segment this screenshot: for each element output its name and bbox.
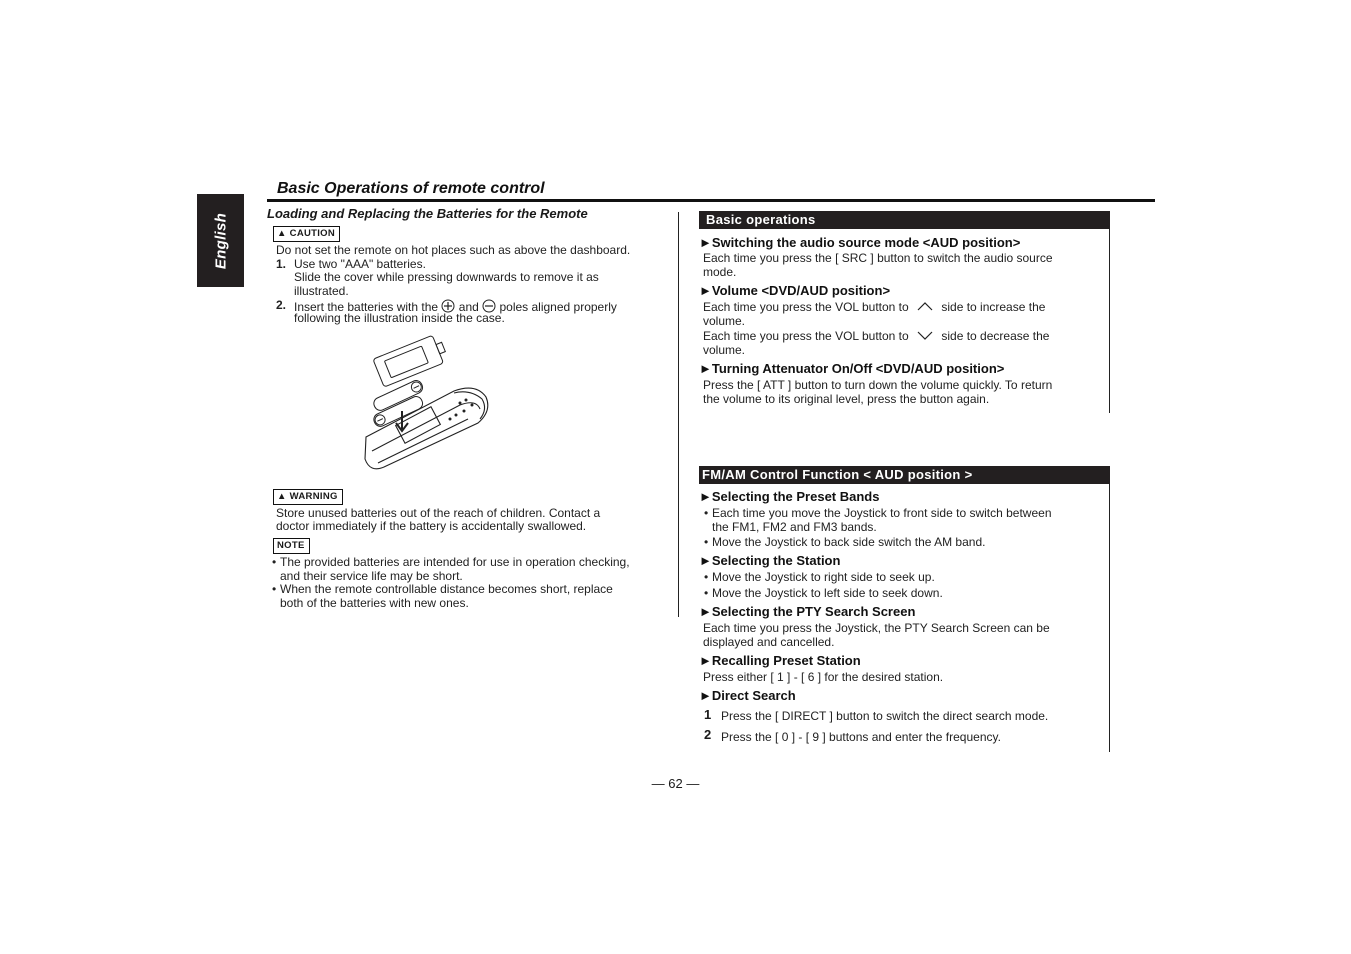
fmam-station-bullet1: • Move the Joystick to right side to seek up.	[712, 571, 935, 585]
fmam-heading-pty: ►Selecting the PTY Search Screen	[699, 604, 916, 619]
volume-down-icon	[916, 330, 934, 340]
fmam-bands-bullet2: • Move the Joystick to back side switch the AM band.	[712, 536, 985, 550]
fmam-pty-line1: Each time you press the Joystick, the PTY Search Screen can be	[703, 621, 1050, 635]
basic-source-line1: Each time you press the [ SRC ] button to switch the audio source	[703, 251, 1053, 265]
fmam-heading-preset-bands: ►Selecting the Preset Bands	[699, 489, 880, 504]
caution-label: ▲ CAUTION	[273, 226, 340, 242]
note-label: NOTE	[273, 538, 310, 554]
note1-line2: and their service life may be short.	[280, 569, 463, 583]
battery-section-title: Loading and Replacing the Batteries for the Remote	[267, 206, 588, 221]
basic-heading-attenuator: ►Turning Attenuator On/Off <DVD/AUD position>	[699, 361, 1005, 376]
language-tab	[197, 194, 244, 287]
warning-line1: Store unused batteries out of the reach of children. Contact a	[276, 506, 601, 520]
step1-number: 1.	[276, 257, 287, 271]
step2-number: 2.	[276, 298, 287, 312]
note2-line1: • When the remote controllable distance becomes short, replace	[280, 583, 613, 597]
direct-step2-number: 2	[704, 727, 712, 742]
column-divider	[678, 212, 679, 617]
step1-line1: Use two "AAA" batteries.	[294, 257, 426, 271]
page-title: Basic Operations of remote control	[277, 180, 545, 197]
fmam-recall-text: Press either [ 1 ] - [ 6 ] for the desired station.	[703, 670, 944, 684]
basic-attenuator-line1: Press the [ ATT ] button to turn down the volume quickly. To return	[703, 378, 1053, 392]
volume-up-icon	[916, 301, 934, 311]
fmam-heading-recall: ►Recalling Preset Station	[699, 653, 861, 668]
fmam-station-bullet2: • Move the Joystick to left side to seek down.	[712, 587, 943, 601]
step2-line1: Insert the batteries with the and poles aligned properly	[294, 300, 617, 314]
basic-source-line2: mode.	[703, 265, 737, 279]
step1-line3: illustrated.	[294, 284, 349, 298]
fmam-bar: FM/AM Control Function < AUD position >	[699, 466, 1110, 484]
warning-label: ▲ WARNING	[273, 489, 343, 505]
basic-operations-bar: Basic operations	[699, 211, 1110, 229]
note2-line2: both of the batteries with new ones.	[280, 596, 469, 610]
page-number: — 62 —	[651, 776, 700, 791]
fmam-bands-bullet1-line2: the FM1, FM2 and FM3 bands.	[712, 520, 877, 534]
fmam-box-border	[1109, 484, 1110, 752]
note1-line1: • The provided batteries are intended for use in operation checking,	[280, 556, 630, 570]
fmam-pty-line2: displayed and cancelled.	[703, 635, 835, 649]
basic-attenuator-line2: the volume to its original level, press the button again.	[703, 392, 990, 406]
step1-line2: Slide the cover while pressing downwards to remove it as	[294, 270, 599, 284]
basic-volume-up-line2: volume.	[703, 314, 746, 328]
direct-step2-text: Press the [ 0 ] - [ 9 ] buttons and enter the frequency.	[721, 730, 1001, 744]
fmam-heading-station: ►Selecting the Station	[699, 553, 841, 568]
basic-volume-down-line2: volume.	[703, 343, 746, 357]
caution-text: Do not set the remote on hot places such as above the dashboard.	[276, 243, 631, 257]
basic-box-border	[1109, 229, 1110, 413]
warning-triangle-icon: ▲	[277, 491, 287, 502]
fmam-bands-bullet1-line1: • Each time you move the Joystick to front side to switch between	[712, 507, 1052, 521]
language-tab-label: English	[212, 212, 229, 269]
direct-step1-text: Press the [ DIRECT ] button to switch the direct search mode.	[721, 709, 1049, 723]
fmam-heading-direct: ►Direct Search	[699, 688, 796, 703]
caution-triangle-icon: ▲	[277, 228, 287, 239]
basic-heading-volume: ►Volume <DVD/AUD position>	[699, 283, 891, 298]
remote-battery-illustration	[358, 333, 498, 478]
warning-line2: doctor immediately if the battery is accidentally swallowed.	[276, 519, 587, 533]
step2-line2: following the illustration inside the case.	[294, 311, 505, 325]
basic-heading-source: ►Switching the audio source mode <AUD position>	[699, 235, 1021, 250]
title-rule	[267, 199, 1155, 202]
direct-step1-number: 1	[704, 707, 712, 722]
basic-volume-up-line1: Each time you press the VOL button to side to increase the	[703, 300, 1046, 314]
basic-volume-down-line1: Each time you press the VOL button to side to decrease the	[703, 329, 1050, 343]
